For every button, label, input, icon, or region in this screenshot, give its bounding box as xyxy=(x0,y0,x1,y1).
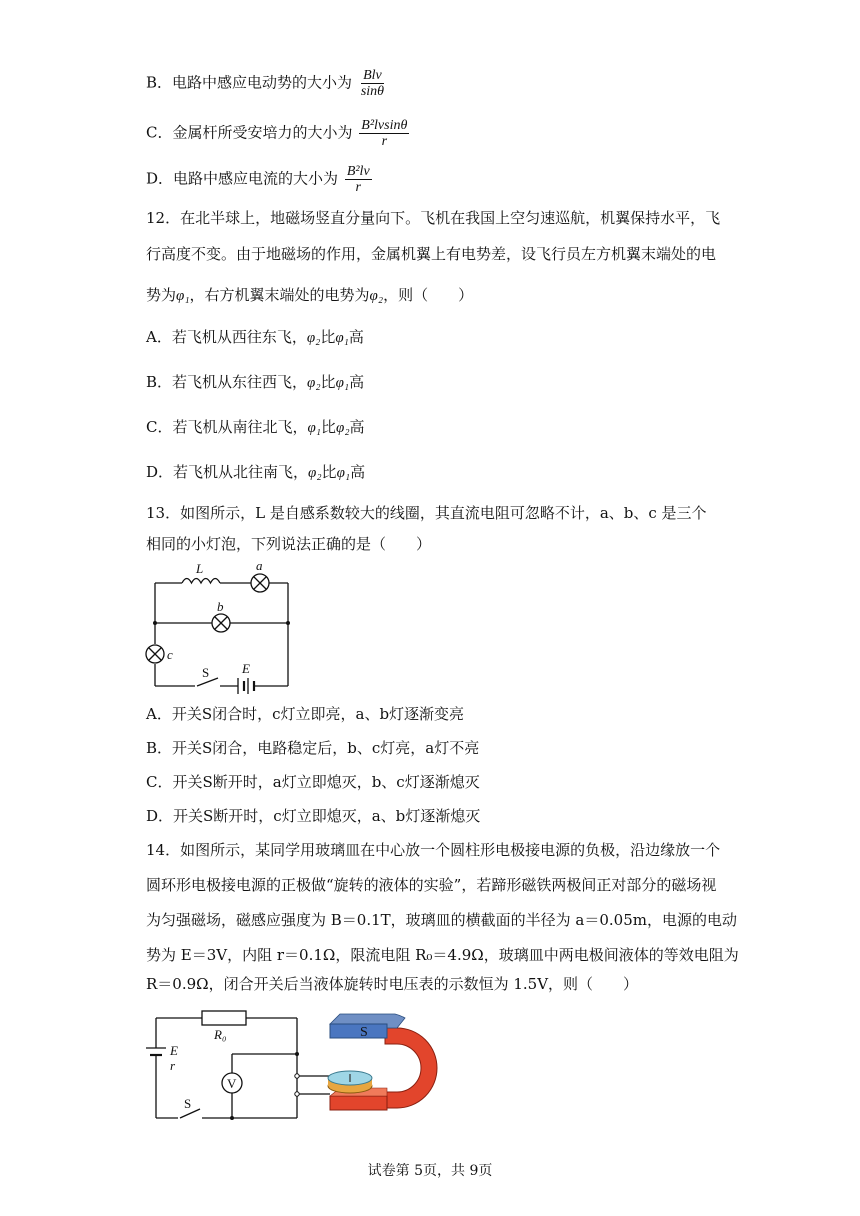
q12-stem-line2: 行高度不变。由于地磁场的作用，金属机翼上有电势差，设飞行员左方机翼末端处的电 xyxy=(146,245,717,263)
label-S2: S xyxy=(184,1096,192,1111)
q12-stem-line3: 势为φ₁，右方机翼末端处的电势为φ₂，则（ ） xyxy=(146,286,474,304)
q11-option-d-text: D．电路中感应电流的大小为 xyxy=(146,169,339,188)
q14-stem-line1: 14．如图所示，某同学用玻璃皿在中心放一个圆柱形电极接电源的负极，沿边缘放一个 xyxy=(146,841,721,859)
q12-option-d[interactable]: D．若飞机从北往南飞，φ₂比φ₁高 xyxy=(146,463,366,481)
q11-option-c-text: C．金属杆所受安培力的大小为 xyxy=(146,123,353,142)
q12-option-c[interactable]: C．若飞机从南往北飞，φ₁比φ₂高 xyxy=(146,418,365,436)
q13-option-a[interactable]: A．开关S闭合时，c灯立即亮，a、b灯逐渐变亮 xyxy=(146,705,465,723)
q14-stem-line4: 势为 E＝3V，内阻 r＝0.1Ω，限流电阻 R₀＝4.9Ω，玻璃皿中两电极间液体的等效电阻为 xyxy=(146,946,739,964)
q11-option-c-fraction: $\frac{\text{B²lvsinθ}}{r}$ xyxy=(361,118,408,149)
label-E2: E xyxy=(170,1043,178,1058)
magnet-pole-label: S xyxy=(360,1025,368,1040)
label-L: L xyxy=(196,561,204,576)
q13-stem-line2: 相同的小灯泡，下列说法正确的是（ ） xyxy=(146,535,432,553)
q11-option-d[interactable] xyxy=(146,164,372,195)
q12-stem-line1: 12．在北半球上，地磁场竖直分量向下。飞机在我国上空匀速巡航，机翼保持水平，飞 xyxy=(146,209,721,227)
label-r: r xyxy=(170,1058,176,1073)
label-b: b xyxy=(217,599,224,614)
q11-option-c[interactable] xyxy=(146,118,409,149)
q11-option-b-fraction: $\frac{\text{Blv}}{\sin\theta}$ xyxy=(360,68,385,99)
q13-circuit-diagram xyxy=(140,556,300,696)
q11-option-d-fraction: $\frac{\text{B²lv}}{r}$ xyxy=(346,164,370,195)
q12-option-a[interactable]: A．若飞机从西往东飞，φ₂比φ₁高 xyxy=(146,328,364,346)
q14-stem-line5: R＝0.9Ω，闭合开关后当液体旋转时电压表的示数恒为 1.5V，则（ ） xyxy=(146,975,639,993)
q14-experiment-diagram xyxy=(140,1008,440,1128)
q13-stem-line1: 13．如图所示，L 是自感系数较大的线圈，其直流电阻可忽略不计，a、b、c 是三个 xyxy=(146,504,707,522)
page-footer: 试卷第 5页，共 9页 xyxy=(367,1163,493,1179)
label-c: c xyxy=(167,647,173,662)
q13-option-c[interactable]: C．开关S断开时，a灯立即熄灭，b、c灯逐渐熄灭 xyxy=(146,773,480,791)
phi1-symbol: φ₁ xyxy=(176,288,190,304)
q12-option-b[interactable]: B．若飞机从东往西飞，φ₂比φ₁高 xyxy=(146,373,365,391)
label-a: a xyxy=(256,558,263,573)
phi2-symbol: φ₂ xyxy=(369,288,384,304)
q11-option-b-text: B．电路中感应电动势的大小为 xyxy=(146,73,353,92)
magnet-body xyxy=(385,1028,437,1108)
q14-stem-line2: 圆环形电极接电源的正极做“旋转的液体的实验”，若蹄形磁铁两极间正对部分的磁场视 xyxy=(146,876,717,894)
label-R0: R₀ xyxy=(214,1027,227,1042)
q13-option-b[interactable]: B．开关S闭合，电路稳定后，b、c灯亮，a灯不亮 xyxy=(146,739,480,757)
label-E: E xyxy=(242,661,250,676)
q11-option-b[interactable] xyxy=(146,68,386,99)
label-V: V xyxy=(227,1076,237,1091)
label-S: S xyxy=(202,665,210,680)
q14-stem-line3: 为匀强磁场，磁感应强度为 B＝0.1T，玻璃皿的横截面的半径为 a＝0.05m，电源的电动 xyxy=(146,911,737,929)
q13-option-d[interactable]: D．开关S断开时，c灯立即熄灭，a、b灯逐渐熄灭 xyxy=(146,807,481,825)
